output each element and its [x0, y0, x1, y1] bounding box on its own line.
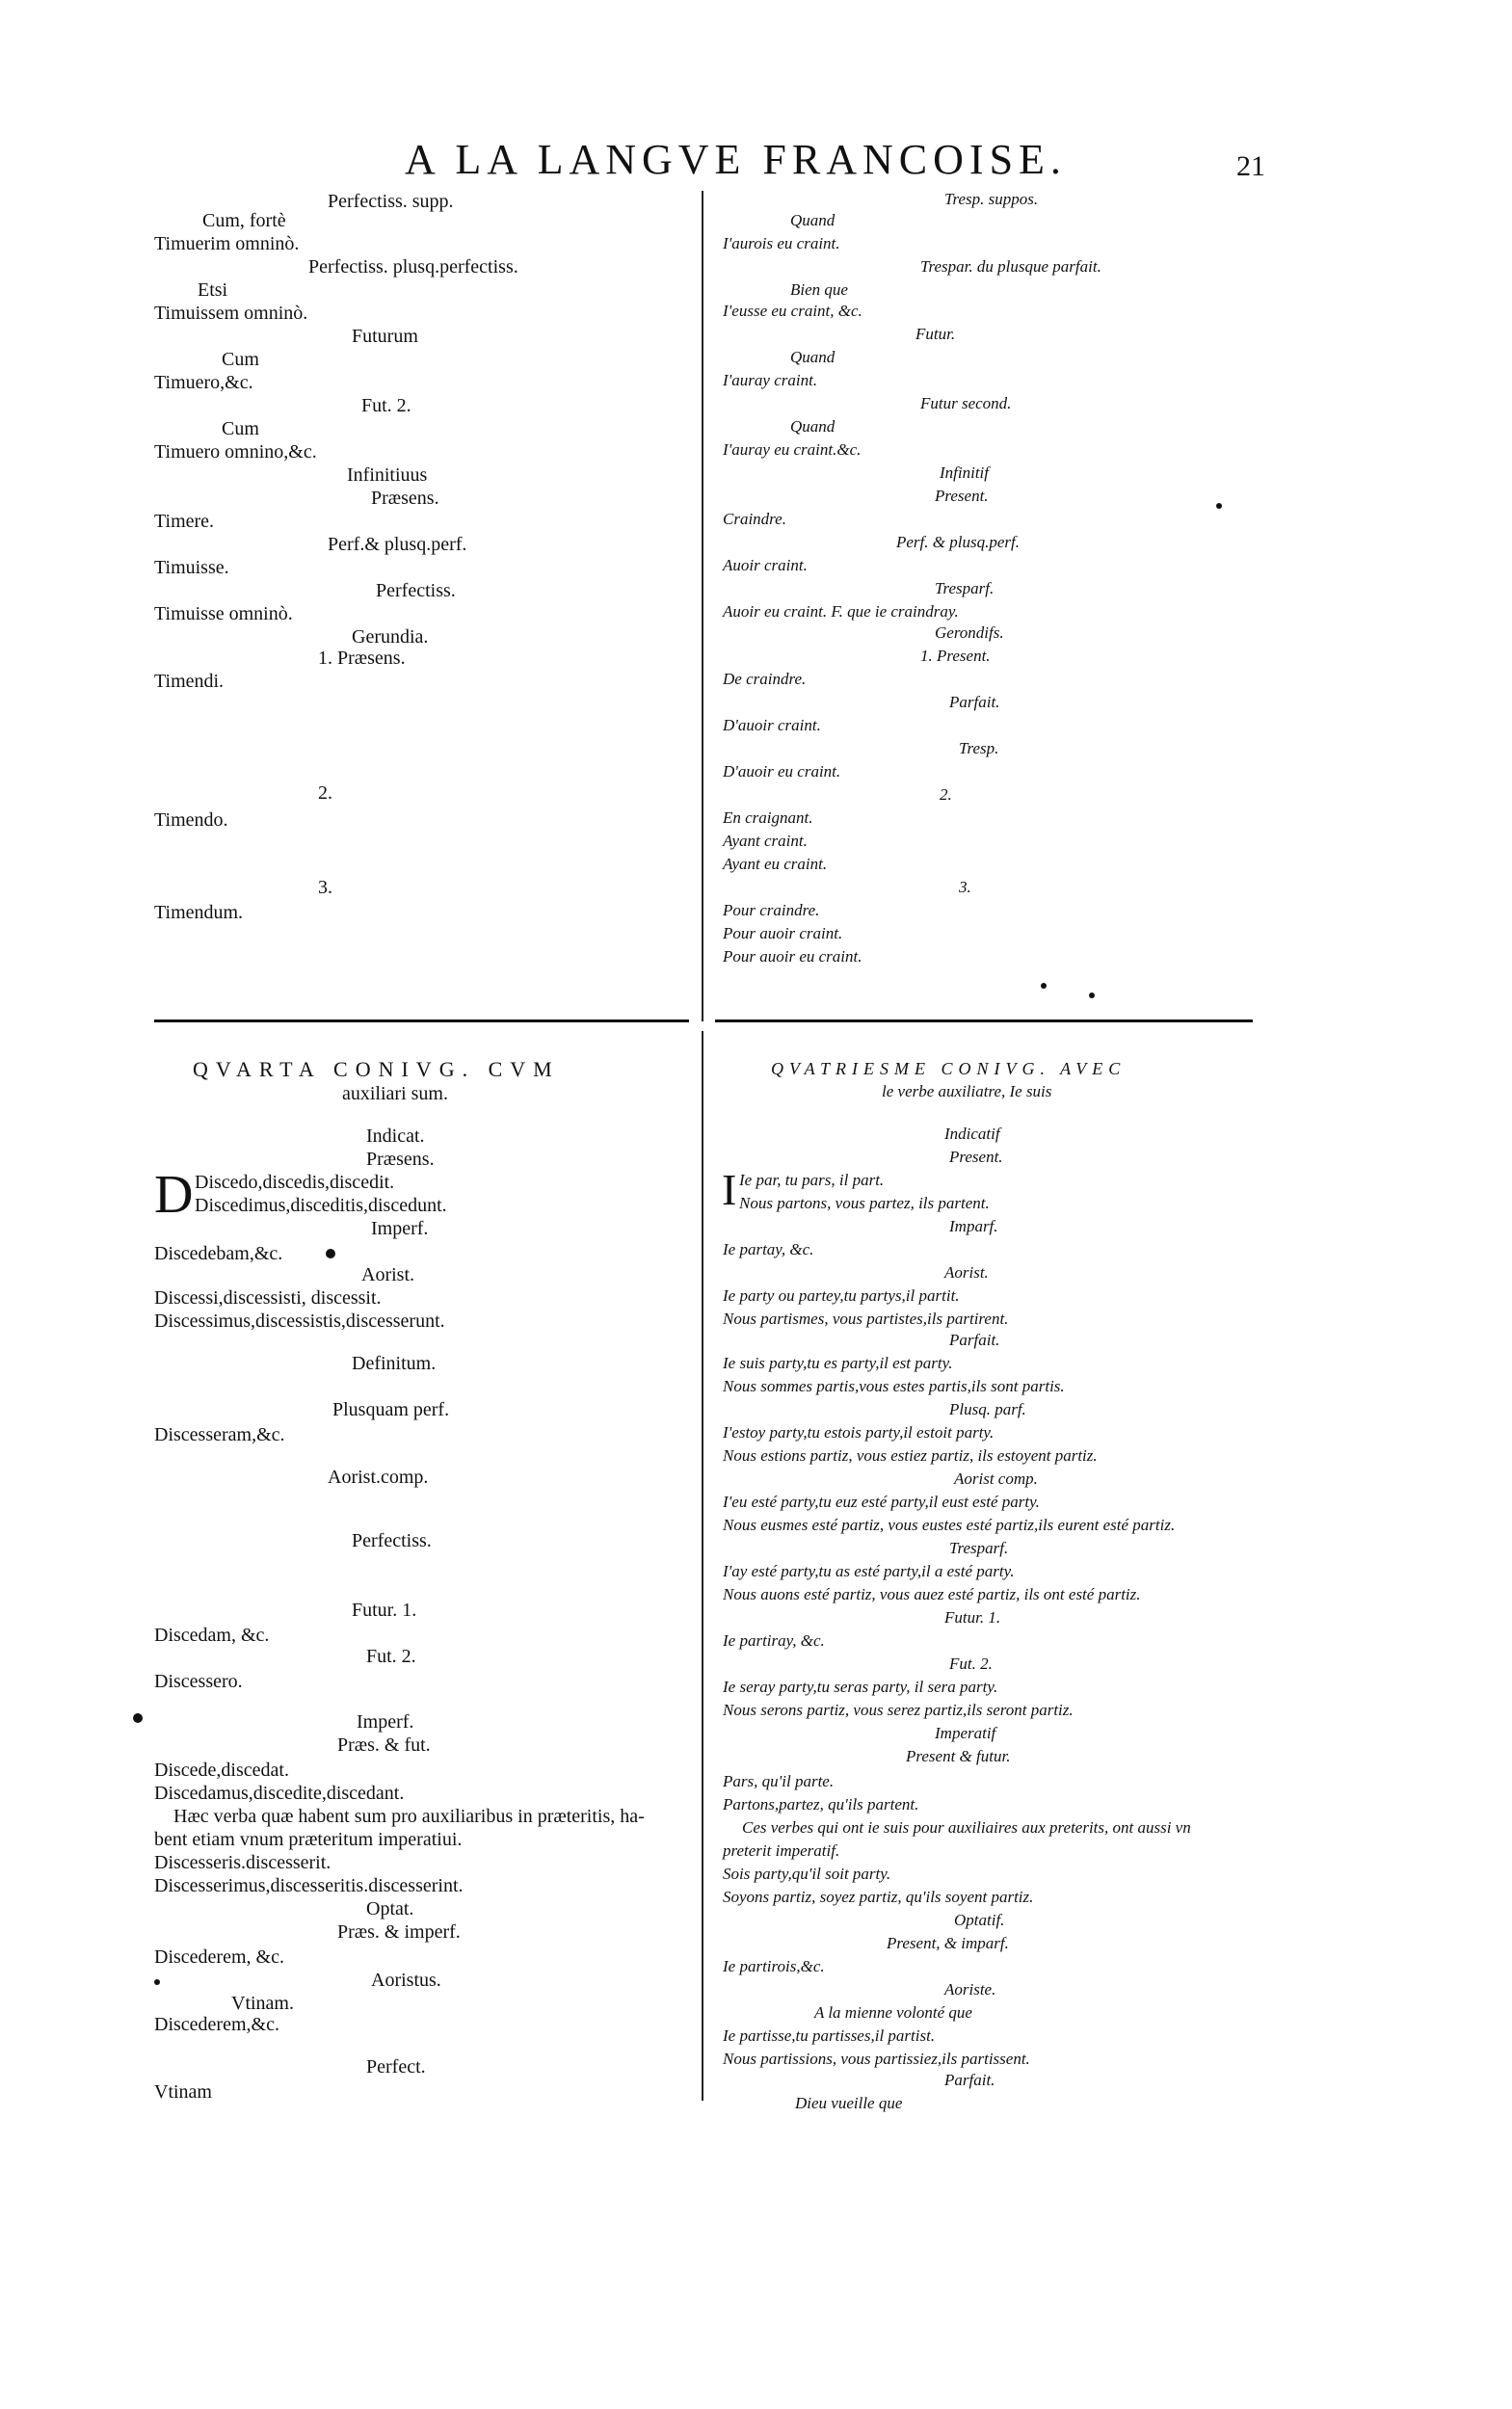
ink-speck — [1041, 983, 1047, 989]
text-line: Aorist. — [361, 1264, 414, 1285]
text-line: 3. — [318, 877, 332, 898]
section-divider-left — [154, 1019, 689, 1022]
text-line: Perfectiss. — [352, 1530, 432, 1551]
text-line: Timuero omnino,&c. — [154, 441, 317, 463]
text-line: Ie party ou partey,tu partys,il partit. — [723, 1286, 960, 1305]
section-subheading: le verbe auxiliatre, Ie suis — [882, 1082, 1052, 1100]
text-line: Pour craindre. — [723, 901, 820, 919]
text-line: Præs. & imperf. — [337, 1921, 461, 1943]
text-line: Præsens. — [371, 488, 439, 509]
text-line: Aorist comp. — [954, 1469, 1038, 1488]
text-line: A la mienne volonté que — [814, 2003, 972, 2022]
text-line: Plusquam perf. — [332, 1399, 450, 1420]
text-line: Perfectiss. — [376, 580, 456, 601]
text-line: Discedebam,&c. — [154, 1243, 283, 1264]
text-line: Tresparf. — [949, 1539, 1009, 1557]
text-line: Præs. & fut. — [337, 1734, 431, 1756]
text-line: Timuerim omninò. — [154, 233, 300, 254]
text-line: Imparf. — [949, 1217, 998, 1235]
text-line: Gerondifs. — [935, 623, 1004, 642]
text-line: Timendum. — [154, 902, 244, 923]
text-line: Aoristus. — [371, 1970, 441, 1991]
section-subheading: auxiliari sum. — [342, 1083, 448, 1104]
text-line: I'eusse eu craint, &c. — [723, 302, 862, 320]
text-line: Ie par, tu pars, il part. — [739, 1171, 885, 1189]
text-line: Discederem,&c. — [154, 2014, 279, 2035]
section-divider-right — [715, 1019, 1253, 1022]
text-line: 1. Present. — [920, 647, 991, 665]
text-line: Discessero. — [154, 1671, 243, 1692]
text-line: Infinitiuus — [347, 464, 428, 486]
ink-speck — [133, 1713, 143, 1723]
text-line: Fut. 2. — [361, 395, 411, 416]
text-line: Parfait. — [949, 693, 1000, 711]
text-line: Perfect. — [366, 2056, 426, 2078]
text-line: Nous estions partiz, vous estiez partiz, ils estoyent partiz. — [723, 1446, 1098, 1465]
text-line: Definitum. — [352, 1353, 437, 1374]
ink-speck — [1089, 993, 1095, 998]
text-line: Ces verbes qui ont ie suis pour auxiliaires aux preterits, ont aussi vn — [742, 1818, 1191, 1837]
text-line: Perfectiss. plusq.perfectiss. — [308, 256, 518, 278]
text-line: Parfait. — [949, 1331, 1000, 1349]
text-line: Trespar. du plusque parfait. — [920, 257, 1101, 276]
text-line: Ie seray party,tu seras party, il sera party. — [723, 1678, 998, 1696]
text-line: I'ay esté party,tu as esté party,il a esté party. — [723, 1562, 1015, 1580]
text-line: Timuero,&c. — [154, 372, 253, 393]
text-line: En craignant. — [723, 808, 813, 827]
text-line: I'auray craint. — [723, 371, 818, 389]
text-line: Timendo. — [154, 809, 228, 831]
text-line: Vtinam. — [231, 1993, 294, 2014]
text-line: Nous partissions, vous partissiez,ils partissent. — [723, 2050, 1030, 2068]
text-line: Discessi,discessisti, discessit. — [154, 1287, 382, 1309]
text-line: De craindre. — [723, 670, 807, 688]
text-line: Present. — [935, 487, 989, 505]
text-line: Ayant eu craint. — [723, 855, 828, 873]
text-line: Timuissem omninò. — [154, 303, 308, 324]
text-line: Discedamus,discedite,discedant. — [154, 1783, 405, 1804]
text-line: Bien que — [790, 280, 848, 299]
text-line: Futur. — [915, 325, 956, 343]
text-line: Ayant craint. — [723, 832, 808, 850]
drop-capital: D — [154, 1165, 194, 1225]
text-line: Timere. — [154, 511, 215, 532]
text-line: Ie partirois,&c. — [723, 1957, 825, 1975]
text-line: I'auray eu craint.&c. — [723, 440, 862, 459]
text-line: Ie partay, &c. — [723, 1240, 814, 1258]
text-line: I'aurois eu craint. — [723, 234, 840, 252]
text-line: Soyons partiz, soyez partiz, qu'ils soyent partiz. — [723, 1888, 1034, 1906]
text-line: Nous sommes partis,vous estes partis,ils sont partis. — [723, 1377, 1065, 1395]
column-rule-top — [702, 191, 703, 1021]
text-line: 2. — [318, 782, 332, 804]
section-heading: QVATRIESME CONIVG. AVEC — [771, 1059, 1127, 1078]
text-line: Futur. 1. — [352, 1600, 417, 1621]
text-line: Aoriste. — [944, 1980, 996, 1999]
text-line: Tresparf. — [935, 579, 995, 597]
text-line: Tresp. — [959, 739, 999, 757]
text-line: Discede,discedat. — [154, 1760, 289, 1781]
text-line: Optatif. — [954, 1911, 1005, 1929]
text-line: Cum, fortè — [202, 210, 286, 231]
text-line: Timuisse omninò. — [154, 603, 293, 624]
text-line: Sois party,qu'il soit party. — [723, 1865, 891, 1883]
text-line: Discesseram,&c. — [154, 1424, 285, 1445]
text-line: bent etiam vnum præteritum imperatiui. — [154, 1829, 463, 1850]
text-line: Ie suis party,tu es party,il est party. — [723, 1354, 953, 1372]
text-line: Partons,partez, qu'ils partent. — [723, 1795, 919, 1813]
text-line: Discedam, &c. — [154, 1625, 270, 1646]
text-line: Vtinam — [154, 2081, 212, 2103]
text-line: Present, & imparf. — [887, 1934, 1009, 1952]
text-line: Optat. — [366, 1898, 414, 1919]
text-line: Discesseris.discesserit. — [154, 1852, 332, 1873]
text-line: Indicatif — [944, 1125, 1000, 1143]
text-line: Cum — [222, 418, 259, 439]
text-line: Futur second. — [920, 394, 1012, 412]
text-line: D'auoir eu craint. — [723, 762, 841, 781]
text-line: Futur. 1. — [944, 1608, 1001, 1627]
text-line: Discedo,discedis,discedit. — [195, 1172, 395, 1193]
text-line: Plusq. parf. — [949, 1400, 1026, 1418]
text-line: Cum — [222, 349, 259, 370]
text-line: Discessimus,discessistis,discesserunt. — [154, 1310, 445, 1332]
text-line: Auoir eu craint. F. que ie craindray. — [723, 602, 959, 621]
text-line: Imperf. — [371, 1218, 429, 1239]
text-line: Quand — [790, 417, 836, 436]
text-line: Timuisse. — [154, 557, 229, 578]
text-line: Indicat. — [366, 1125, 425, 1147]
text-line: Infinitif — [940, 463, 989, 482]
text-line: Nous eusmes esté partiz, vous eustes esté partiz,ils eurent esté partiz. — [723, 1516, 1176, 1534]
text-line: Imperatif — [935, 1724, 996, 1742]
text-line: Discederem, &c. — [154, 1946, 284, 1968]
text-line: I'estoy party,tu estois party,il estoit party. — [723, 1423, 995, 1442]
text-line: Perf. & plusq.perf. — [896, 533, 1020, 551]
text-line: Discesserimus,discesseritis.discesserint. — [154, 1875, 464, 1896]
text-line: Dieu vueille que — [795, 2094, 903, 2112]
text-line: Tresp. suppos. — [944, 190, 1039, 208]
text-line: Imperf. — [357, 1711, 414, 1733]
text-line: Fut. 2. — [949, 1655, 993, 1673]
ink-speck — [326, 1249, 335, 1258]
text-line: 3. — [959, 878, 971, 896]
text-line: I'eu esté party,tu euz esté party,il eust esté party. — [723, 1493, 1040, 1511]
ink-speck — [154, 1979, 160, 1985]
text-line: 2. — [940, 785, 952, 804]
text-line: Perfectiss. supp. — [328, 191, 454, 212]
text-line: Præsens. — [366, 1149, 435, 1170]
text-line: Craindre. — [723, 510, 786, 528]
text-line: Timendi. — [154, 671, 225, 692]
text-line: Nous serons partiz, vous serez partiz,ils seront partiz. — [723, 1701, 1074, 1719]
page-number: 21 — [1236, 150, 1265, 182]
text-line: Pour auoir eu craint. — [723, 947, 862, 966]
column-rule-bottom — [702, 1031, 703, 2101]
text-line: Futurum — [352, 326, 418, 347]
text-line: Pour auoir craint. — [723, 924, 843, 942]
text-line: preterit imperatif. — [723, 1841, 840, 1860]
page-header — [0, 135, 1512, 193]
text-line: Pars, qu'il parte. — [723, 1772, 835, 1790]
text-line: D'auoir craint. — [723, 716, 821, 734]
text-line: Aorist. — [944, 1263, 989, 1282]
text-line: Nous auons esté partiz, vous auez esté partiz, ils ont esté partiz. — [723, 1585, 1141, 1603]
text-line: Quand — [790, 348, 836, 366]
text-line: Ie partiray, &c. — [723, 1631, 825, 1650]
running-head: A LA LANGVE FRANCOISE. — [405, 136, 1067, 183]
text-line: Perf.& plusq.perf. — [328, 534, 467, 555]
section-heading: QVARTA CONIVG. CVM — [193, 1057, 560, 1081]
text-line: Present & futur. — [906, 1747, 1011, 1765]
text-line: Fut. 2. — [366, 1646, 416, 1667]
text-line: Discedimus,disceditis,discedunt. — [195, 1195, 447, 1216]
text-line: Nous partismes, vous partistes,ils partirent. — [723, 1310, 1009, 1328]
text-line: Etsi — [198, 279, 228, 301]
text-line: Hæc verba quæ habent sum pro auxiliaribus in præteritis, ha- — [173, 1806, 645, 1827]
ink-speck — [1216, 503, 1222, 509]
text-line: Ie partisse,tu partisses,il partist. — [723, 2026, 936, 2045]
text-line: Auoir craint. — [723, 556, 808, 574]
text-line: 1. Præsens. — [318, 648, 406, 669]
text-line: Quand — [790, 211, 836, 229]
text-line: Gerundia. — [352, 626, 429, 648]
text-line: Nous partons, vous partez, ils partent. — [739, 1194, 990, 1212]
drop-capital: I — [722, 1165, 737, 1214]
text-line: Present. — [949, 1148, 1003, 1166]
text-line: Aorist.comp. — [328, 1467, 429, 1488]
text-line: Parfait. — [944, 2071, 995, 2089]
